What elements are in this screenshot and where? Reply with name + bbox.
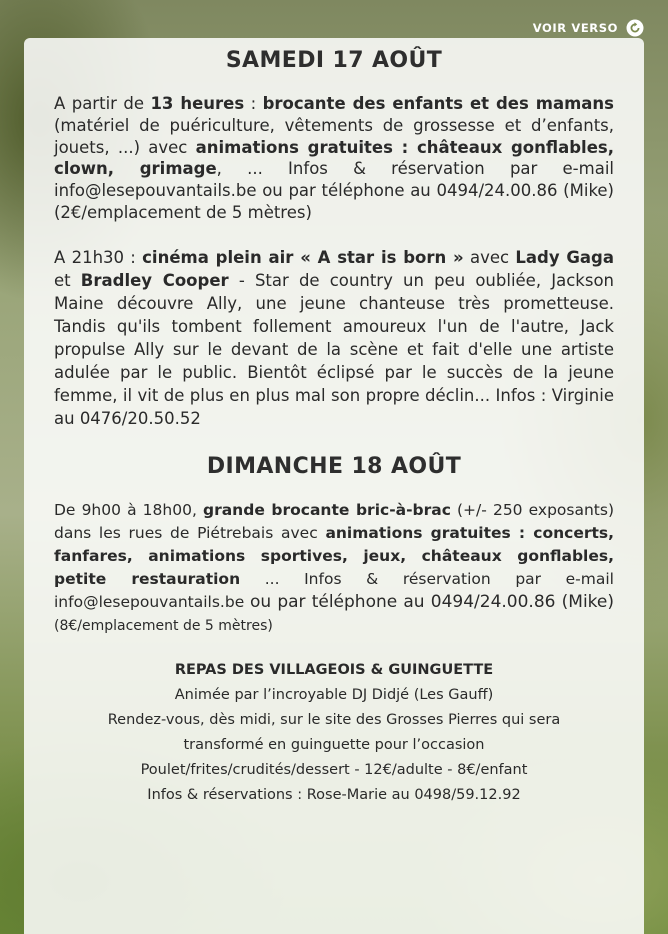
samedi-cinema-paragraph (54, 246, 614, 430)
bold-run: grande brocante bric-à-brac (202, 500, 451, 519)
bold-run: animations gratuites : concerts, fanfares, animations sportives, jeux, châteaux gonflables, petite restauration (54, 523, 615, 588)
samedi-brocante-paragraph (54, 93, 614, 224)
text-run: : (244, 94, 263, 113)
repas-section (54, 658, 614, 808)
text-run: ou par téléphone au 0494/24.00.86 (Mike) (249, 591, 614, 612)
text-run: ... Infos & réservation par e-mail info@lesepouvantails.be (54, 569, 614, 611)
samedi-heading: SAMEDI 17 AOÛT (225, 48, 443, 73)
text-run: , ... Infos & réservation par e-mail info@lesepouvantails.be ou par téléphone au 0494/24.00.86 (Mike) (2€/emplacement de 5 mètres) (54, 159, 614, 222)
text-run: et (54, 270, 81, 290)
bold-run: Lady Gaga (515, 247, 614, 267)
repas-line: transformé en guinguette pour l’occasion (183, 736, 485, 753)
repas-line: Animée par l’incroyable DJ Didjé (Les Gauff) (174, 686, 494, 703)
text-run: (8€/emplacement de 5 mètres) (54, 617, 273, 634)
dimanche-heading: DIMANCHE 18 AOÛT (206, 453, 462, 479)
repas-title: REPAS DES VILLAGEOIS & GUINGUETTE (174, 661, 494, 678)
text-run: A 21h30 : (54, 247, 143, 267)
text-run: - Star de country un peu oubliée, Jackson Maine découvre Ally, une jeune chanteuse très prometteuse. Tandis qu'ils tombent follement amoureux l'un de l'autre, Jack propulse Ally sur le devant de la scène et fait d'elle une artiste adulée par le public. Bientôt éclipsé par le succès de la jeune femme, il vit de plus en plus mal son propre déclin... Infos : Virginie au 0476/20.50.52 (54, 270, 614, 428)
rotate-icon (626, 19, 644, 37)
text-run: avec (463, 247, 516, 267)
text-run: (matériel de puériculture, vêtements de grossesse et d’enfants, jouets, ...) avec (54, 115, 614, 157)
text-run: A partir de (54, 94, 151, 113)
content-panel (24, 38, 644, 934)
text-run: (+/- 250 exposants) dans les rues de Piétrebais avec (54, 500, 614, 542)
bold-run: 13 heures (150, 94, 245, 113)
bold-run: brocante des enfants et des mamans (262, 94, 614, 113)
voir-verso-label: VOIR VERSO (532, 21, 618, 35)
bold-run: animations gratuites : châteaux gonflables, clown, grimage (54, 137, 614, 179)
dimanche-brocante-paragraph (54, 499, 614, 638)
repas-line: Poulet/frites/crudités/dessert - 12€/adulte - 8€/enfant (140, 761, 528, 778)
repas-line: Rendez-vous, dès midi, sur le site des Grosses Pierres qui sera (107, 711, 561, 728)
repas-line: Infos & réservations : Rose-Marie au 0498/59.12.92 (147, 786, 521, 803)
text-run: De 9h00 à 18h00, (54, 500, 203, 519)
bold-run: cinéma plein air « A star is born » (142, 247, 464, 267)
bold-run: Bradley Cooper (80, 270, 229, 290)
